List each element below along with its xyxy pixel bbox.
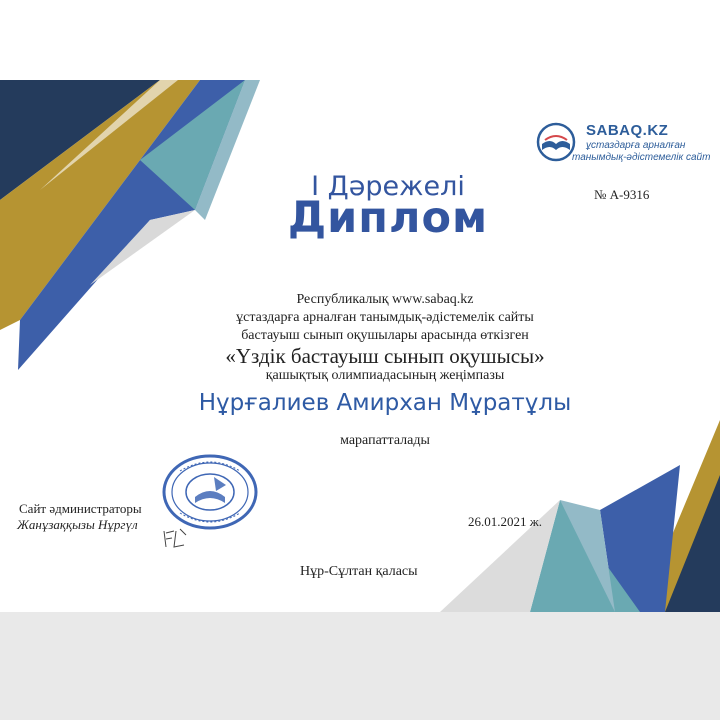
olympiad-name: «Үздік бастауыш сынып оқушысы»	[225, 344, 545, 368]
organizer-line-2: ұстаздарға арналған танымдық-әдістемелік сайты	[236, 310, 534, 325]
logo-tagline-2: танымдық-әдістемелік сайт	[572, 152, 711, 163]
organizer-line-1: Республикалық www.sabaq.kz	[296, 292, 474, 307]
awarded-text: марапатталады	[340, 433, 430, 448]
book-logo-icon	[536, 122, 576, 162]
top-margin	[0, 0, 720, 80]
degree-label: I Дәрежелі	[311, 171, 465, 202]
olympiad-winner-line: қашықтық олимпиадасының жеңімпазы	[265, 368, 505, 383]
logo-tagline-1: ұстаздарға арналған	[586, 140, 686, 151]
round-stamp-icon	[160, 453, 260, 531]
diploma-number: № А-9316	[594, 187, 650, 202]
winner-name: Нұрғалиев Амирхан Мұратұлы	[198, 390, 572, 416]
issue-date: 26.01.2021 ж.	[468, 514, 542, 529]
signature-icon	[160, 525, 190, 553]
logo-brand-name: SABAQ.KZ	[586, 122, 669, 139]
organizer-line-3: бастауыш сынып оқушылары арасында өткізген	[241, 328, 529, 343]
sabaq-logo	[536, 120, 711, 168]
diploma-certificate	[0, 80, 720, 612]
admin-name: Жанұзаққызы Нұргүл	[17, 517, 138, 532]
issue-city: Нұр-Сұлтан қаласы	[300, 564, 418, 579]
admin-title: Сайт әдминистраторы	[19, 501, 142, 516]
diploma-title: Диплом	[287, 193, 489, 243]
bottom-margin	[0, 612, 720, 720]
